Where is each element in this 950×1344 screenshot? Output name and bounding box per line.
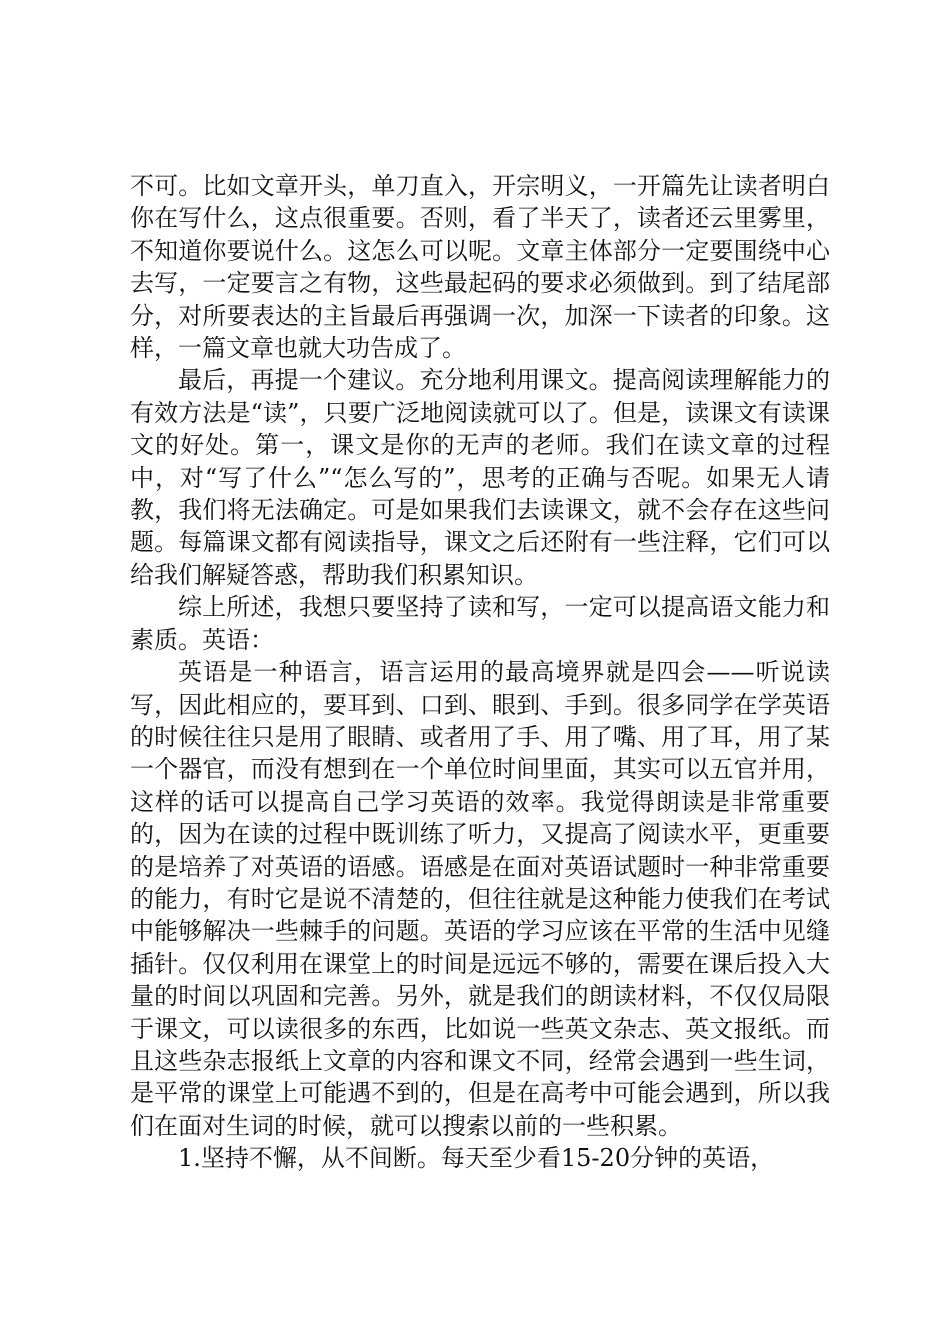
paragraph-4: 英语是一种语言，语言运用的最高境界就是四会——听说读写，因此相应的，要耳到、口到、眼到、手到。很多同学在学英语的时候往往只是用了眼睛、或者用了手、用了嘴、用了耳，用了某一个器官，而没有想到在一个单位时间里面，其实可以五官并用，这样的话可以提高自己学习英语的效率。我觉得朗读是非常重要的，因为在读的过程中既训练了听力，又提高了阅读水平，更重要的是培养了对英语的语感。语感是在面对英语试题时一种非常重要的能力，有时它是说不清楚的，但往往就是这种能力使我们在考试中能够解决一些棘手的问题。英语的学习应该在平常的生活中见缝插针。仅仅利用在课堂上的时间是远远不够的，需要在课后投入大量的时间以巩固和完善。另外，就是我们的朗读材料，不仅仅局限于课文，可以读很多的东西，比如说一些英文杂志、英文报纸。而且这些杂志报纸上文章的内容和课文不同，经常会遇到一些生词，是平常的课堂上可能遇不到的，但是在高考中可能会遇到，所以我们在面对生词的时候，就可以搜索以前的一些积累。: [130, 658, 830, 1140]
document-body: [130, 170, 830, 1175]
paragraph-2: 最后，再提一个建议。充分地利用课文。提高阅读理解能力的有效方法是“读”，只要广泛地阅读就可以了。但是，读课文有读课文的好处。第一，课文是你的无声的老师。我们在读文章的过程中，对“写了什么”“怎么写的”，思考的正确与否呢。如果无人请教，我们将无法确定。可是如果我们去读课文，就不会存在这些问题。每篇课文都有阅读指导，课文之后还附有一些注释，它们可以给我们解疑答惑，帮助我们积累知识。: [130, 366, 830, 589]
paragraph-3: 综上所述，我想只要坚持了读和写，一定可以提高语文能力和素质。英语：: [130, 593, 830, 654]
paragraph-1: 不可。比如文章开头，单刀直入，开宗明义，一开篇先让读者明白你在写什么，这点很重要。否则，看了半天了，读者还云里雾里，不知道你要说什么。这怎么可以呢。文章主体部分一定要围绕中心去写，一定要言之有物，这些最起码的要求必须做到。到了结尾部分，对所要表达的主旨最后再强调一次，加深一下读者的印象。这样，一篇文章也就大功告成了。: [130, 172, 830, 363]
paragraph-5: 1.坚持不懈，从不间断。每天至少看15-20分钟的英语，: [178, 1144, 775, 1173]
